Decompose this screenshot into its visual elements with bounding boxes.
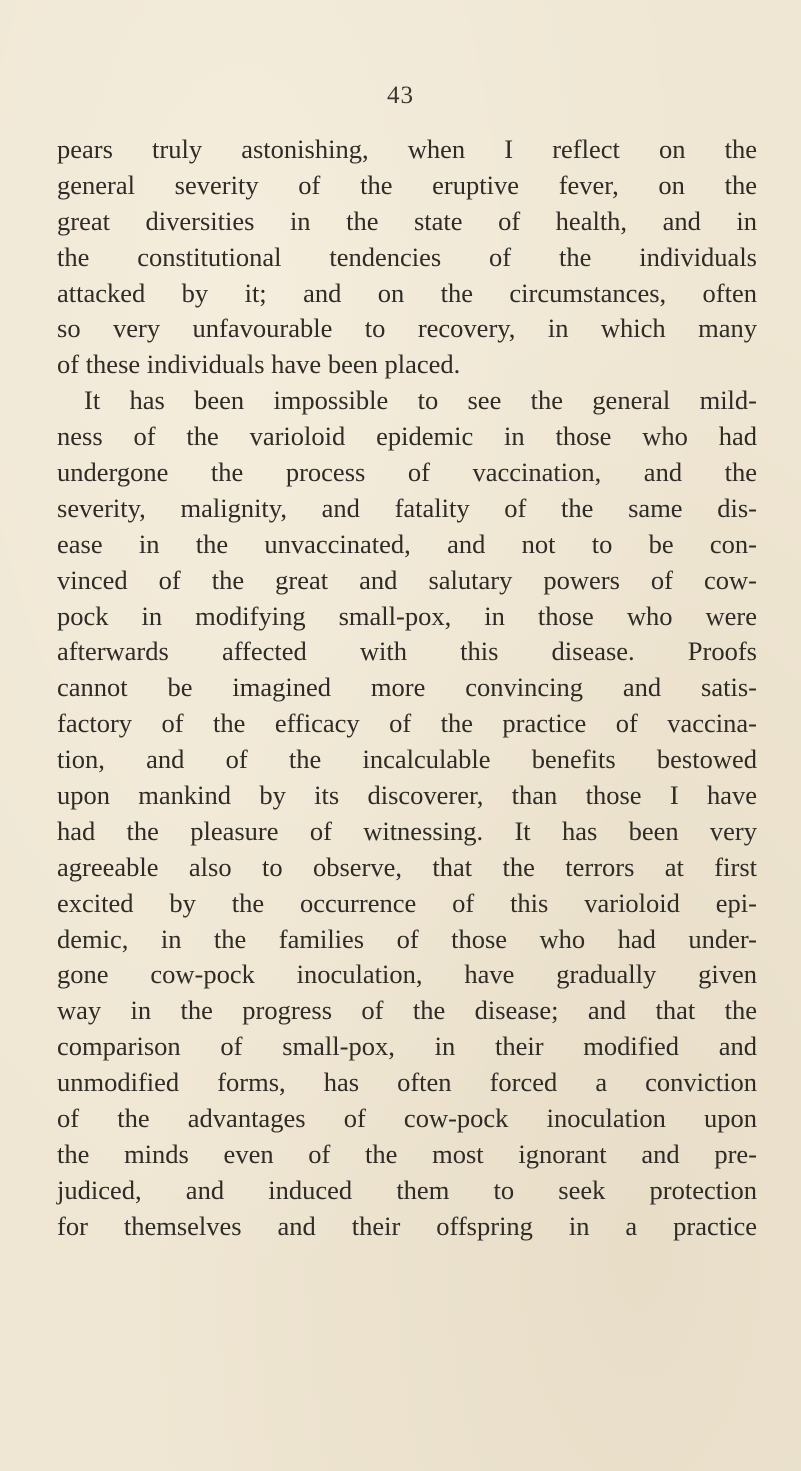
text-line: general severity of the eruptive fever, on the xyxy=(57,169,757,200)
text-line: for themselves and their offspring in a practice xyxy=(57,1210,757,1241)
text-line: attacked by it; and on the circumstances, often xyxy=(57,277,757,308)
text-line: agreeable also to observe, that the terrors at first xyxy=(57,851,757,882)
text-line: the constitutional tendencies of the individuals xyxy=(57,241,757,272)
text-line: pock in modifying small-pox, in those who were xyxy=(57,600,757,631)
text-line: unmodified forms, has often forced a conviction xyxy=(57,1067,757,1098)
text-line: factory of the efficacy of the practice of vaccina- xyxy=(57,708,757,739)
text-line: cannot be imagined more convincing and satis- xyxy=(57,672,757,703)
text-line: afterwards affected with this disease. Proofs xyxy=(57,636,757,667)
page-number: 43 xyxy=(387,82,414,109)
paragraph-first-line: It has been impossible to see the general mild- xyxy=(84,385,757,416)
text-line: upon mankind by its discoverer, than those I have xyxy=(57,780,757,811)
text-line: the minds even of the most ignorant and pre- xyxy=(57,1138,757,1169)
text-line: demic, in the families of those who had under- xyxy=(57,923,757,954)
text-line: great diversities in the state of health, and in xyxy=(57,205,757,236)
text-line: of these individuals have been placed. xyxy=(57,349,461,380)
text-line: ness of the varioloid epidemic in those who had xyxy=(57,421,757,452)
text-line: way in the progress of the disease; and that the xyxy=(57,995,757,1026)
text-line: vinced of the great and salutary powers of cow- xyxy=(57,564,757,595)
text-line: excited by the occurrence of this varioloid epi- xyxy=(57,887,757,918)
text-line: undergone the process of vaccination, and the xyxy=(57,457,757,488)
text-line: ease in the unvaccinated, and not to be con- xyxy=(57,528,757,559)
text-line: gone cow-pock inoculation, have gradually given xyxy=(57,959,757,990)
text-line: comparison of small-pox, in their modified and xyxy=(57,1031,757,1062)
text-line: so very unfavourable to recovery, in which many xyxy=(57,313,757,344)
body-text xyxy=(57,132,757,1245)
text-line: severity, malignity, and fatality of the same dis- xyxy=(57,492,757,523)
text-line: judiced, and induced them to seek protection xyxy=(57,1174,757,1205)
text-line: of the advantages of cow-pock inoculation upon xyxy=(57,1103,757,1134)
text-line: had the pleasure of witnessing. It has been very xyxy=(57,815,757,846)
text-line: tion, and of the incalculable benefits bestowed xyxy=(57,744,757,775)
text-line: pears truly astonishing, when I reflect on the xyxy=(57,134,757,164)
